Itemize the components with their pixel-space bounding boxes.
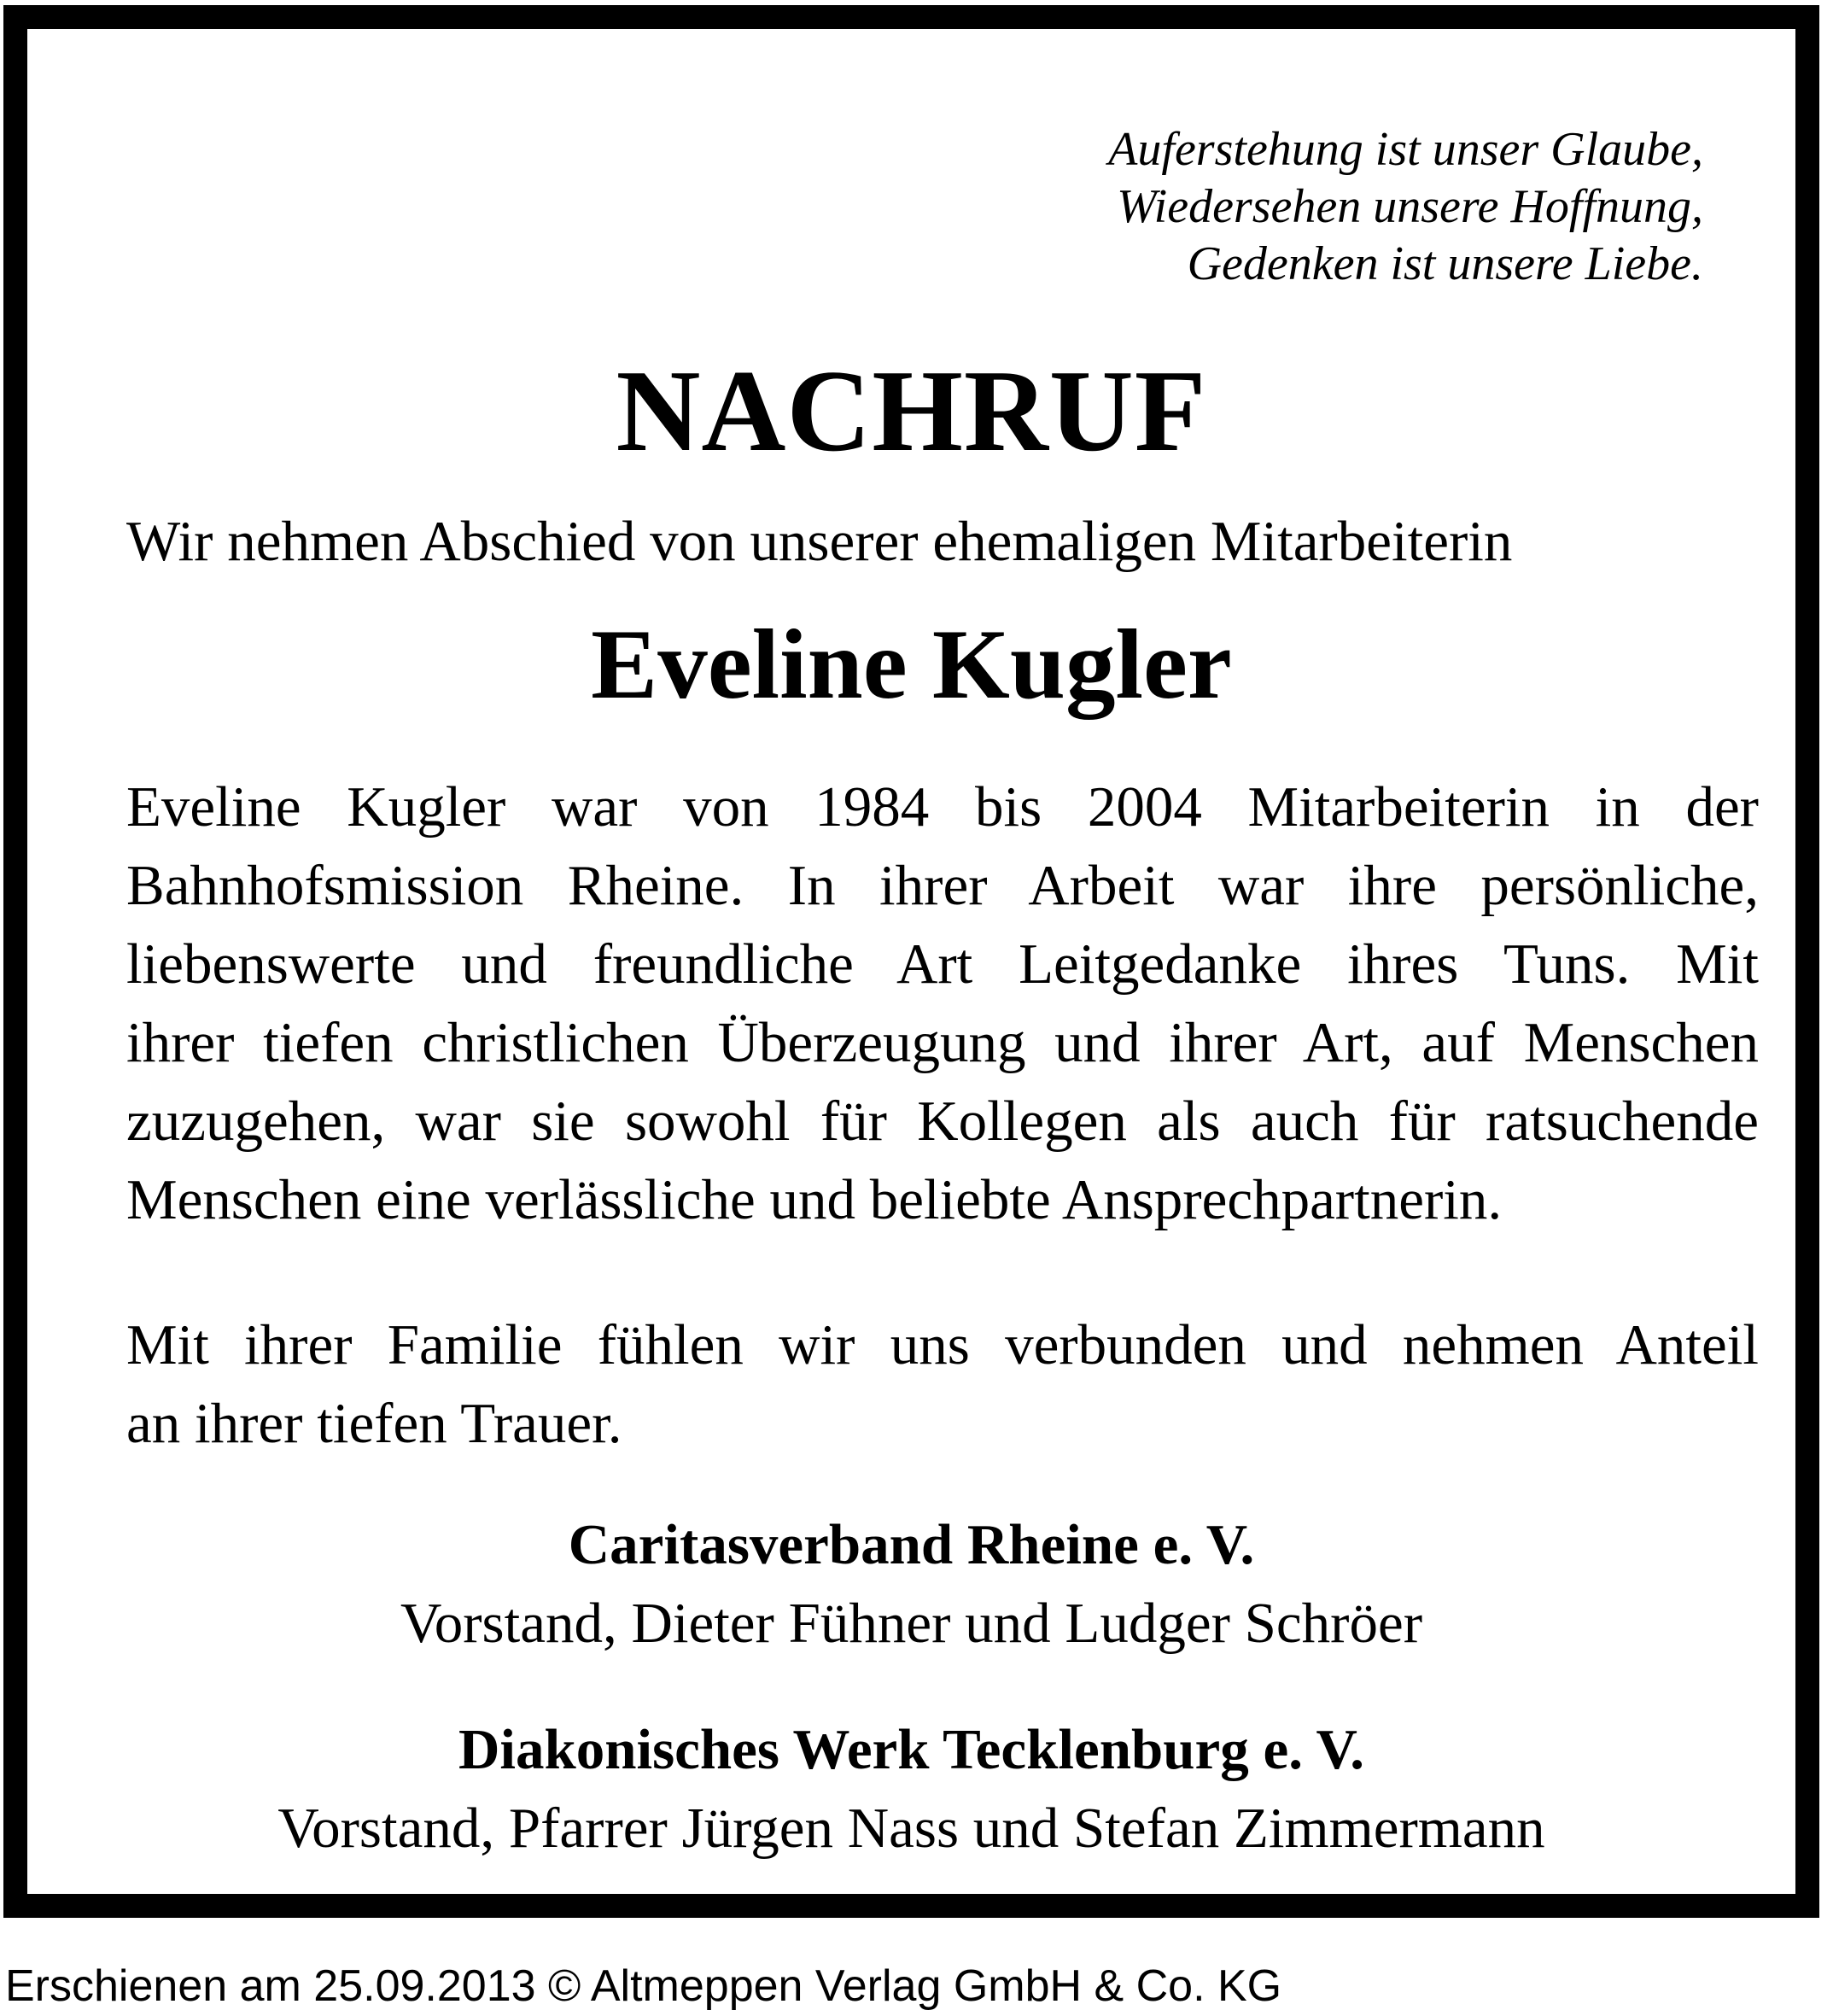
obituary-title: NACHRUF [616,346,1207,476]
condolence-paragraph [126,1306,1759,1463]
deceased-name: Eveline Kugler [591,610,1232,720]
paragraph-line: Eveline Kugler war von 1984 bis 2004 Mitarbeiterin in der [126,775,1759,839]
motto-line: Gedenken ist unsere Liebe. [1187,237,1703,290]
board-members: Vorstand, Dieter Fühner und Ludger Schröer [400,1592,1423,1655]
obituary-frame [3,5,1819,1918]
paragraph-line: liebenswerte und freundliche Art Leitgedanke ihres Tuns. Mit [126,932,1759,996]
motto-quote [1108,121,1703,293]
paragraph-line: Menschen eine verlässliche und beliebte Ansprechpartnerin. [126,1168,1503,1231]
publication-footer: Erschienen am 25.09.2013 © Altmeppen Verlag GmbH & Co. KG [5,1961,1282,2011]
paragraph-line: an ihrer tiefen Trauer. [126,1392,622,1455]
organization-name: Diakonisches Werk Tecklenburg e. V. [458,1718,1365,1781]
paragraph-line: Bahnhofsmission Rheine. In ihrer Arbeit war ihre persönliche, [126,854,1759,917]
paragraph-line: ihrer tiefen christlichen Überzeugung und ihrer Art, auf Menschen [126,1011,1759,1074]
paragraph-line: Mit ihrer Familie fühlen wir uns verbunden und nehmen Anteil [126,1313,1759,1376]
paragraph-line: zuzugehen, war sie sowohl für Kollegen als auch für ratsuchende [126,1090,1759,1153]
tribute-paragraph [126,768,1759,1239]
motto-line: Wiedersehen unsere Hoffnung, [1117,180,1703,233]
board-members: Vorstand, Pfarrer Jürgen Nass und Stefan Zimmermann [277,1797,1545,1860]
organization-name: Caritasverband Rheine e. V. [568,1513,1255,1576]
motto-line: Auferstehung ist unser Glaube, [1108,123,1703,176]
intro-text: Wir nehmen Abschied von unserer ehemaligen Mitarbeiterin [126,510,1513,573]
